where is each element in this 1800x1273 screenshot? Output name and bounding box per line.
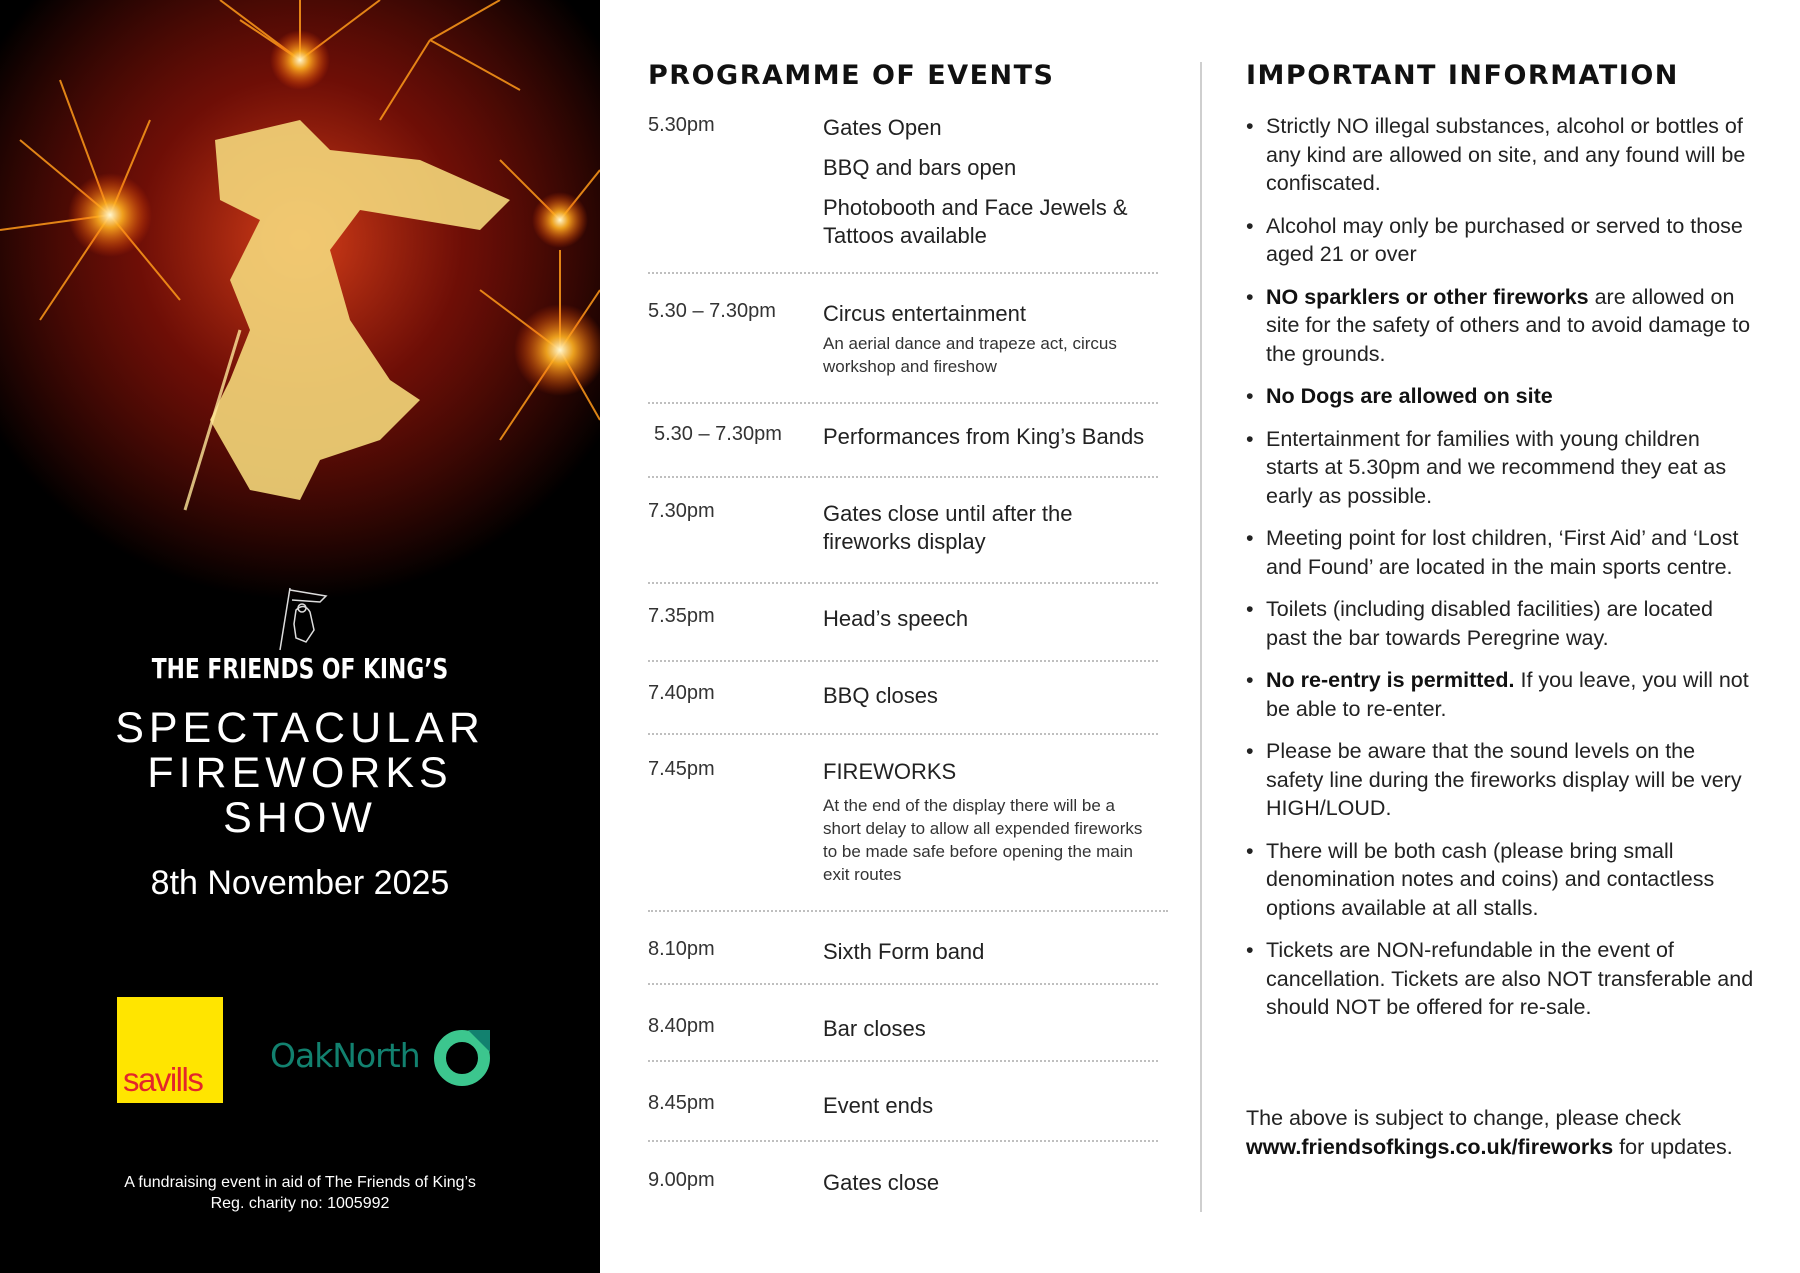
programme-note: An aerial dance and trapeze act, circus workshop and fireshow xyxy=(823,334,1117,376)
programme-time: 7.35pm xyxy=(648,605,715,627)
programme-time: 7.30pm xyxy=(648,500,715,522)
programme-activity: Bar closes xyxy=(823,1016,926,1041)
programme-time: 5.30pm xyxy=(648,114,715,136)
information-item xyxy=(1246,112,1756,198)
information-item-text: Tickets are NON-refundable in the event of cancellation. Tickets are also NOT transferable and should NOT be offered for re-sale. xyxy=(1266,938,1754,1019)
programme-activity: Circus entertainment xyxy=(823,301,1026,326)
programme-note: At the end of the display there will be a short delay to allow all expended fireworks to be made safe before opening the main exit routes xyxy=(823,796,1143,884)
information-item-bold: No Dogs are allowed on site xyxy=(1266,384,1553,408)
information-item-bold: NO sparklers or other fireworks xyxy=(1266,284,1589,309)
information-item xyxy=(1246,737,1756,823)
information-item xyxy=(1246,837,1756,923)
website-link[interactable]: www.friendsofkings.co.uk/fireworks xyxy=(1246,1134,1614,1159)
information-item xyxy=(1246,382,1756,411)
programme-activities xyxy=(823,1015,1153,1043)
information-list xyxy=(1246,112,1756,1036)
programme-activity: Event ends xyxy=(823,1093,934,1118)
programme-activities xyxy=(823,114,1153,262)
programme-section xyxy=(648,60,1163,1195)
programme-activity: Gates close xyxy=(823,1170,940,1195)
programme-time: 8.10pm xyxy=(648,938,715,960)
programme-time: 8.45pm xyxy=(648,1092,715,1114)
savills-logo-text: savills xyxy=(123,1061,203,1098)
programme-time: 5.30 – 7.30pm xyxy=(648,300,776,322)
programme-activities xyxy=(823,423,1163,451)
charity-note-line: A fundraising event in aid of The Friends of King’s xyxy=(124,1174,476,1191)
programme-activities xyxy=(823,605,1153,633)
row-divider xyxy=(648,402,1158,404)
row-divider xyxy=(648,582,1158,584)
fireworks-illustration xyxy=(0,0,600,600)
information-item xyxy=(1246,666,1756,723)
information-section xyxy=(1246,60,1756,1159)
organisation-name: THE FRIENDS OF KING’S xyxy=(151,652,449,685)
row-divider xyxy=(648,660,1158,662)
information-item-bold: No re-entry is permitted. xyxy=(1266,668,1515,692)
row-divider xyxy=(648,1060,1158,1062)
oaknorth-ring-icon xyxy=(432,1026,492,1086)
information-item-text: Strictly NO illegal substances, alcohol or bottles of any kind are allowed on site, and any found will be confiscated. xyxy=(1266,114,1746,195)
information-item-text: If you leave, you will not be able to re-enter. xyxy=(1266,668,1749,721)
information-heading: IMPORTANT INFORMATION xyxy=(1246,60,1679,91)
information-item-text: Please be aware that the sound levels on the safety line during the fireworks display will be very HIGH/LOUD. xyxy=(1266,739,1742,820)
information-item-text: Alcohol may only be purchased or served to those aged 21 or over xyxy=(1266,213,1743,266)
programme-activity: Gates close until after the fireworks display xyxy=(823,501,1073,554)
programme-activities xyxy=(823,938,1153,966)
row-divider xyxy=(648,983,1158,985)
information-item xyxy=(1246,425,1756,511)
programme-activities xyxy=(823,682,1153,710)
information-item-text: are allowed on site for the safety of others and to avoid damage to the grounds. xyxy=(1266,284,1751,366)
programme-activities xyxy=(823,300,1153,378)
row-divider xyxy=(648,476,1158,478)
information-item xyxy=(1246,936,1756,1022)
programme-activity: Head’s speech xyxy=(823,606,969,631)
programme-activities xyxy=(823,1092,1153,1120)
oaknorth-logo-text: OakNorth xyxy=(270,1036,420,1075)
programme-activity: Gates Open xyxy=(823,115,942,140)
information-item xyxy=(1246,283,1756,369)
programme-activity: Sixth Form band xyxy=(823,939,985,964)
programme-heading: PROGRAMME OF EVENTS xyxy=(648,60,1055,91)
column-divider xyxy=(1200,62,1202,1212)
programme-activities xyxy=(823,500,1123,556)
school-crest-icon xyxy=(268,580,332,652)
row-divider xyxy=(648,272,1158,274)
programme-time: 9.00pm xyxy=(648,1169,715,1191)
programme-time: 7.45pm xyxy=(648,758,715,780)
programme-time: 5.30 – 7.30pm xyxy=(654,423,782,445)
charity-note xyxy=(0,1172,600,1214)
charity-registration: Reg. charity no: 1005992 xyxy=(210,1195,390,1212)
event-title-line: SPECTACULAR xyxy=(115,704,485,752)
event-date: 8th November 2025 xyxy=(150,864,450,902)
programme-activity: FIREWORKS xyxy=(823,759,957,784)
information-item xyxy=(1246,595,1756,652)
programme-activity: Photobooth and Face Jewels & Tattoos available xyxy=(823,195,1128,248)
event-title xyxy=(0,706,600,841)
information-item-text: Meeting point for lost children, ‘First Aid’ and ‘Lost and Found’ are located in the main sports centre. xyxy=(1266,526,1739,579)
event-title-line: FIREWORKS xyxy=(147,749,453,797)
row-divider xyxy=(648,733,1158,735)
information-item-text: Toilets (including disabled facilities) are located past the bar towards Peregrine way. xyxy=(1266,597,1713,650)
savills-logo xyxy=(117,997,223,1103)
programme-time: 7.40pm xyxy=(648,682,715,704)
event-title-line: SHOW xyxy=(223,794,377,842)
information-item-text: Entertainment for families with young children starts at 5.30pm and we recommend they eat as early as possible. xyxy=(1266,426,1727,508)
poster-panel xyxy=(0,0,600,1273)
information-item xyxy=(1246,212,1756,269)
row-divider xyxy=(648,910,1168,912)
closing-text: The above is subject to change, please check xyxy=(1246,1106,1682,1130)
programme-time: 8.40pm xyxy=(648,1015,715,1037)
programme-activities xyxy=(823,1169,1153,1197)
information-item xyxy=(1246,524,1756,581)
programme-activity: Performances from King’s Bands xyxy=(823,424,1145,449)
information-item-text: There will be both cash (please bring small denomination notes and coins) and contactless options available at all stalls. xyxy=(1266,838,1715,920)
row-divider xyxy=(648,1140,1158,1142)
programme-activity: BBQ closes xyxy=(823,683,938,708)
programme-activity: BBQ and bars open xyxy=(823,155,1017,180)
closing-text-end: for updates. xyxy=(1613,1134,1733,1159)
closing-note xyxy=(1246,1104,1756,1161)
oaknorth-logo xyxy=(270,1026,500,1086)
programme-activities xyxy=(823,758,1143,886)
